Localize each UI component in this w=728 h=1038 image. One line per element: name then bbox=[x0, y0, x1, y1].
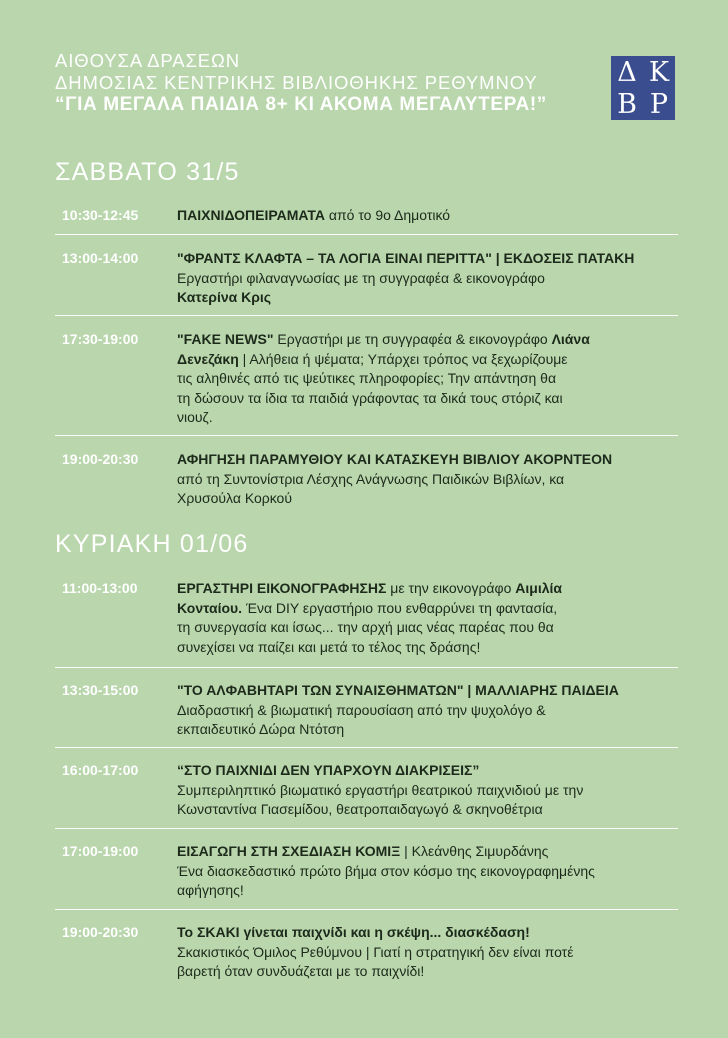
logo-letter: Δ bbox=[617, 56, 637, 88]
highlight-text: Κατερίνα Κρις bbox=[177, 289, 272, 305]
body-text: Χρυσούλα Κορκού bbox=[177, 490, 293, 506]
event-time: 19:00-20:30 bbox=[62, 924, 139, 940]
body-text: Κωνσταντίνα Γιασεμίδου, θεατροπαιδαγωγό & σκηνοθέτρια bbox=[177, 801, 543, 817]
description-line bbox=[177, 599, 678, 619]
description-line bbox=[177, 881, 678, 901]
highlight-text: "ΦΡΑΝΤΣ ΚΛΑΦΤΑ – ΤΑ ΛΟΓΙΑ ΕΙΝΑΙ ΠΕΡΙΤΤΑ" | ΕΚΔΟΣΕΙΣ ΠΑΤΑΚΗ bbox=[177, 250, 635, 266]
description-line bbox=[177, 761, 678, 781]
description-line bbox=[177, 923, 678, 943]
schedule-item bbox=[55, 315, 678, 428]
description-line bbox=[177, 618, 678, 638]
body-text: αφήγησης! bbox=[177, 882, 244, 898]
description-line bbox=[177, 350, 678, 370]
event-description bbox=[177, 923, 678, 982]
schedule-item bbox=[55, 747, 678, 820]
event-time: 13:30-15:00 bbox=[62, 682, 139, 698]
body-text: νιουζ. bbox=[177, 409, 213, 425]
body-text: | Κλεάνθης Σιμυρδάνης bbox=[400, 843, 549, 859]
event-description bbox=[177, 761, 678, 820]
library-logo bbox=[611, 56, 675, 120]
description-line bbox=[177, 369, 678, 389]
description-line bbox=[177, 249, 678, 269]
event-tagline: “ΓΙΑ ΜΕΓΑΛΑ ΠΑΙΔΙΑ 8+ ΚΙ ΑΚΟΜΑ ΜΕΓΑΛΥΤΕΡΑ!” bbox=[55, 94, 547, 115]
description-line bbox=[177, 800, 678, 820]
body-text: Εργαστήρι φιλαναγνωσίας με τη συγγραφέα & εικονογράφο bbox=[177, 269, 545, 286]
highlight-text: "FAKE NEWS" bbox=[177, 331, 274, 347]
description-line bbox=[177, 862, 678, 882]
description-line bbox=[177, 408, 678, 428]
highlight-text: ΠΑΙΧΝΙΔΟΠΕΙΡΑΜΑΤΑ bbox=[177, 207, 326, 223]
description-line bbox=[177, 288, 678, 308]
event-description bbox=[177, 330, 678, 428]
logo-letter: Κ bbox=[648, 56, 670, 88]
description-line bbox=[177, 701, 678, 721]
event-time: 10:30-12:45 bbox=[62, 207, 139, 223]
event-time: 17:30-19:00 bbox=[62, 331, 139, 347]
event-time: 19:00-20:30 bbox=[62, 451, 139, 467]
event-description bbox=[177, 842, 678, 901]
schedule-item bbox=[55, 667, 678, 740]
highlight-text: Το ΣΚΑΚΙ γίνεται παιχνίδι και η σκέψη... διασκέδαση! bbox=[177, 924, 530, 940]
event-description bbox=[177, 450, 678, 509]
body-text: εκπαιδευτικό Δώρα Ντότση bbox=[177, 721, 345, 737]
body-text: τις αληθινές από τις ψεύτικες πληροφορίες; Την απάντηση θα bbox=[177, 370, 557, 386]
highlight-text: Λιάνα bbox=[551, 331, 590, 347]
event-description bbox=[177, 681, 678, 740]
description-line bbox=[177, 330, 678, 350]
highlight-text: ΑΦΗΓΗΣΗ ΠΑΡΑΜΥΘΙΟΥ ΚΑΙ ΚΑΤΑΣΚΕΥΗ ΒΙΒΛΙΟΥ ΑΚΟΡΝΤΕΟΝ bbox=[177, 451, 613, 467]
description-line bbox=[177, 962, 678, 982]
body-text: Σκακιστικός Όμιλος Ρεθύμνου | Γιατί η στρατηγική δεν είναι ποτέ bbox=[177, 943, 574, 960]
schedule-item bbox=[55, 909, 678, 982]
logo-letter: Β bbox=[617, 88, 637, 120]
day-title-sunday: ΚΥΡΙΑΚΗ 01/06 bbox=[55, 530, 249, 558]
description-line bbox=[177, 842, 678, 862]
page-header bbox=[55, 50, 595, 116]
venue-title: ΑΙΘΟΥΣΑ ΔΡΑΣΕΩΝ bbox=[55, 50, 241, 71]
event-description bbox=[177, 206, 678, 226]
event-description bbox=[177, 579, 678, 657]
description-line bbox=[177, 450, 678, 470]
body-text: από το 9ο Δημοτικό bbox=[325, 207, 451, 223]
description-line bbox=[177, 470, 678, 490]
day-title-saturday: ΣΑΒΒΑΤΟ 31/5 bbox=[55, 158, 240, 186]
description-line bbox=[177, 781, 678, 801]
schedule-item bbox=[55, 435, 678, 509]
schedule-item bbox=[55, 234, 678, 308]
body-text: από τη Συντονίστρια Λέσχης Ανάγνωσης Παιδικών Βιβλίων, κα bbox=[177, 470, 565, 487]
body-text: με την εικονογράφο bbox=[386, 580, 516, 596]
event-time: 13:00-14:00 bbox=[62, 250, 139, 266]
body-text: | Αλήθεια ή ψέματα; Υπάρχει τρόπος να ξεχωρίζουμε bbox=[238, 350, 568, 367]
highlight-text: "ΤΟ ΑΛΦΑΒΗΤΑΡΙ ΤΩΝ ΣΥΝΑΙΣΘΗΜΑΤΩΝ" | ΜΑΛΛΙΑΡΗΣ ΠΑΙΔΕΙΑ bbox=[177, 682, 619, 698]
body-text: Ένα διασκεδαστικό πρώτο βήμα στον κόσμο της εικονογραφημένης bbox=[177, 862, 595, 879]
highlight-text: Κονταίου. bbox=[177, 599, 243, 616]
highlight-text: Αιμιλία bbox=[515, 580, 563, 596]
description-line bbox=[177, 206, 678, 226]
highlight-text: ΕΡΓΑΣΤΗΡΙ ΕΙΚΟΝΟΓΡΑΦΗΣΗΣ bbox=[177, 580, 387, 596]
event-time: 11:00-13:00 bbox=[62, 580, 138, 596]
description-line bbox=[177, 489, 678, 509]
event-time: 16:00-17:00 bbox=[62, 762, 139, 778]
body-text: συνεχίσει να παίζει και μετά το τέλος της δράσης! bbox=[177, 638, 481, 655]
highlight-text: Δενεζάκη bbox=[177, 350, 239, 367]
body-text: Συμπεριληπτικό βιωματικό εργαστήρι θεατρικού παιχνιδιού με την bbox=[177, 781, 584, 798]
body-text: τη συνεργασία και ίσως... την αρχή μιας νέας παρέας που θα bbox=[177, 619, 554, 635]
body-text: τη δώσουν τα ίδια τα παιδιά γράφοντας τα δικά τους στόριζ και bbox=[177, 389, 563, 406]
schedule-item bbox=[55, 579, 678, 657]
body-text: βαρετή όταν συνδυάζεται με το παιχνίδι! bbox=[177, 963, 425, 979]
description-line bbox=[177, 943, 678, 963]
description-line bbox=[177, 720, 678, 740]
body-text: Εργαστήρι με τη συγγραφέα & εικονογράφο bbox=[273, 331, 552, 347]
schedule-item bbox=[55, 206, 678, 226]
schedule-item bbox=[55, 828, 678, 901]
highlight-text: ΕΙΣΑΓΩΓΗ ΣΤΗ ΣΧΕΔΙΑΣΗ ΚΟΜΙΞ bbox=[177, 843, 401, 859]
description-line bbox=[177, 681, 678, 701]
description-line bbox=[177, 638, 678, 658]
description-line bbox=[177, 579, 678, 599]
description-line bbox=[177, 269, 678, 289]
body-text: Ένα DIY εργαστήριο που ενθαρρύνει τη φαντασία, bbox=[242, 599, 558, 616]
body-text: Διαδραστική & βιωματική παρουσίαση από την ψυχολόγο & bbox=[177, 701, 546, 718]
event-description bbox=[177, 249, 678, 308]
highlight-text: “ΣΤΟ ΠΑΙΧΝΙΔΙ ΔΕΝ ΥΠΑΡΧΟΥΝ ΔΙΑΚΡΙΣΕΙΣ” bbox=[177, 762, 480, 778]
description-line bbox=[177, 389, 678, 409]
event-time: 17:00-19:00 bbox=[62, 843, 139, 859]
logo-letter: Ρ bbox=[649, 88, 669, 120]
library-name: ΔΗΜΟΣΙΑΣ ΚΕΝΤΡΙΚΗΣ ΒΙΒΛΙΟΘΗΚΗΣ ΡΕΘΥΜΝΟΥ bbox=[55, 72, 538, 93]
